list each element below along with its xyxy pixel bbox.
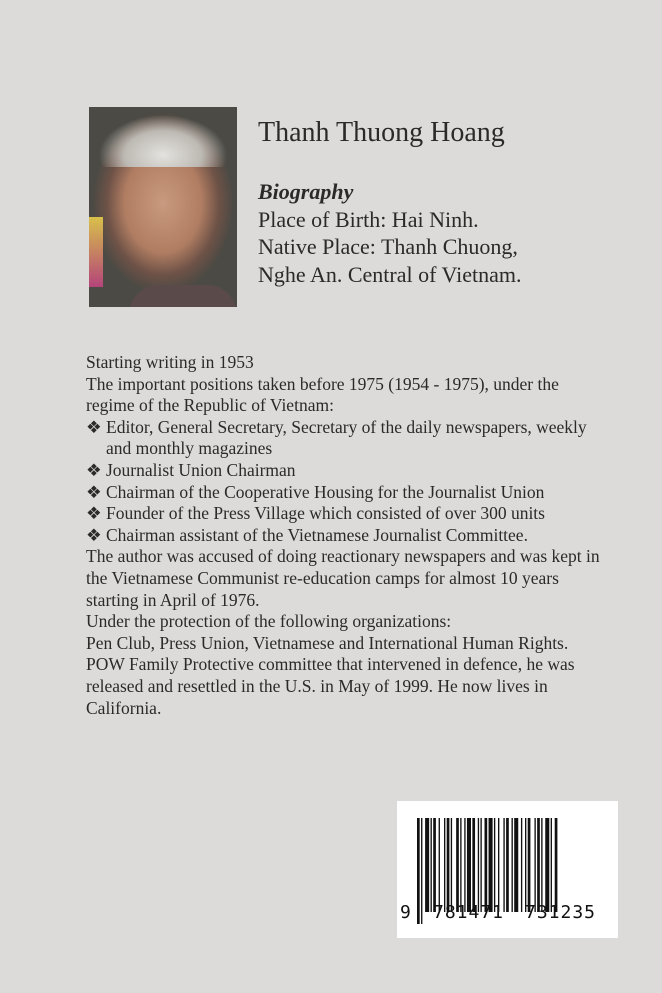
barcode-bar [421,818,422,924]
barcode-bar [451,818,452,912]
barcode-bar [537,818,540,912]
biography-line: Place of Birth: Hai Ninh. [258,206,479,232]
barcode-bar [503,818,504,912]
barcode-bar [417,818,420,924]
barcode-bar [431,818,432,912]
body-text [86,352,606,719]
bullet-icon: ❖ [86,481,102,502]
barcode-group-right: 731235 [525,902,597,923]
barcode-bar [551,818,552,912]
bullet-text: Chairman of the Cooperative Housing for the Journalist Union [106,481,545,502]
barcode-bar [528,818,531,912]
bullet-item [86,525,606,547]
bullet-item [86,460,606,482]
barcode-bar [467,818,471,912]
bullet-icon: ❖ [86,416,102,437]
barcode-bar [521,818,522,912]
barcode-bar [444,818,445,912]
barcode-bar [555,818,558,912]
barcode-bar [489,818,493,912]
barcode-digit-first: 9 [400,902,412,923]
barcode-bar [464,818,465,912]
bullet-text: Chairman assistant of the Vietnamese Journalist Committee. [106,524,528,545]
barcode-bar [433,818,436,912]
bullet-icon: ❖ [86,524,102,545]
barcode-bar [525,818,526,912]
barcode-bar [514,818,518,912]
biography-heading: Biography [258,179,354,204]
author-photo-hair [99,107,227,167]
bullet-item [86,482,606,504]
barcode-bar [498,818,499,912]
author-photo-shirt [129,285,237,307]
biography-block [258,178,521,288]
barcode-group-left: 781471 [433,902,505,923]
bullet-text: Journalist Union Chairman [106,459,296,480]
barcode-bar [478,818,479,912]
barcode-bar [456,818,459,912]
biography-line: Native Place: Thanh Chuong, [258,234,518,259]
isbn-barcode [397,801,618,938]
barcode-bar [472,818,475,912]
biography-line: Nghe An. Central of Vietnam. [258,261,522,287]
barcode-bar [512,818,513,912]
barcode-bar [480,818,481,912]
author-name: Thanh Thuong Hoang [258,117,505,148]
barcode-bar [425,818,429,912]
barcode-bar [439,818,440,912]
barcode-bar [534,818,535,912]
bullet-item [86,503,606,525]
body-paragraph: The author was accused of doing reactionary newspapers and was kept in the Vietnamese Communist re-education camps for almost 10 years starting in April of 1976. [86,546,600,610]
barcode-bar [460,818,461,912]
bullet-text: Founder of the Press Village which consisted of over 300 units [106,503,545,524]
bullet-icon: ❖ [86,503,102,524]
body-paragraph: Under the protection of the following organizations: [86,611,452,632]
body-paragraph: Pen Club, Press Union, Vietnamese and International Human Rights. POW Family Protective committee that intervened in defence, he was released and resettled in the U.S. in May of 1999. He now lives in California. [86,632,575,718]
body-paragraph: Starting writing in 1953 [86,352,254,372]
bullet-icon: ❖ [86,459,102,480]
barcode-bar [494,818,495,912]
bullet-item [86,417,606,460]
author-photo [89,107,237,307]
body-paragraph: The important positions taken before 1975 (1954 - 1975), under the regime of the Republic of Vietnam: [86,373,559,416]
barcode-bar [545,818,549,912]
barcode-bar [541,818,542,912]
barcode-bar [506,818,509,912]
barcode-bar [485,818,488,912]
author-photo-background [89,217,103,287]
bullet-text: Editor, General Secretary, Secretary of the daily newspapers, weekly and monthly magazines [106,416,587,459]
barcode-bar [447,818,450,912]
